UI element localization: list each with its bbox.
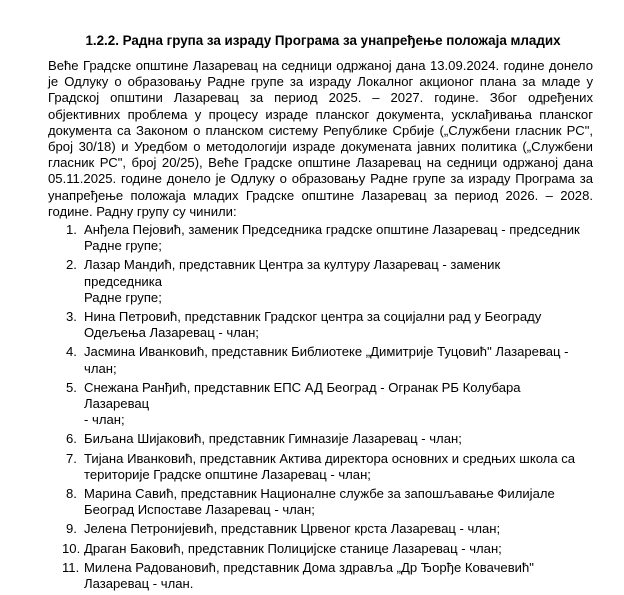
member-text-line: Лазаревац - члан. [84, 576, 194, 592]
member-text-line: Марина Савић, представник Националне службе за запошљавање Филијале [84, 486, 555, 502]
member-text-line: Нина Петровић, представник Градског центра за социјални рад у Београду [84, 309, 542, 325]
member-text-line: Београд Испоставе Лазаревац - члан; [84, 502, 315, 518]
intro-paragraph [48, 58, 593, 220]
list-number: 2. [66, 257, 77, 273]
member-text-line: Лазар Мандић, представник Центра за културу Лазаревац - заменик [84, 257, 501, 273]
list-number: 8. [66, 486, 77, 502]
member-list-item [66, 521, 616, 537]
list-number: 6. [66, 431, 77, 447]
member-list-item [66, 344, 616, 376]
member-list-item [66, 309, 616, 341]
member-list-item [62, 540, 616, 557]
paragraph-line: документа са Законом о планском систему Републике Србије („Службени гласник РС", [48, 122, 593, 138]
member-list-item [66, 222, 616, 254]
member-list-item [66, 431, 616, 447]
list-number: 7. [66, 450, 77, 466]
member-text-line: Јелена Петронијевић, представник Црвеног крста Лазаревац - члан; [84, 521, 501, 537]
paragraph-line: број 30/18) и Уредбом о методологији израде докумената јавних политика („Службени [48, 139, 593, 155]
member-text-line: Радне групе; [84, 289, 162, 305]
member-list-item [66, 451, 616, 483]
member-list-item [66, 486, 616, 518]
member-text-line: председника [84, 273, 163, 289]
paragraph-line: Градској општини Лазаревац за период 2025. – 2027. године. Због одређених [48, 90, 593, 106]
paragraph-line: објективних проблема у процесу израде планског документа, усклађивања планског [48, 106, 593, 122]
member-text-line: Милена Радовановић, представник Дома здравља „Др Ђорђе Ковачевић" [84, 559, 534, 575]
member-list-item [66, 257, 616, 306]
paragraph-line: године. Радну групу су чинили: [48, 203, 237, 219]
member-list-item [62, 559, 616, 592]
member-text-line: Снежана Ранђић, представник ЕПС АД Београд - Огранак РБ Колубара [84, 379, 521, 395]
member-text-line: члан; [84, 360, 117, 376]
list-number: 11. [62, 559, 80, 575]
list-number: 3. [66, 309, 77, 325]
paragraph-line: 05.11.2025. године донело је Одлуку о образовању Радне групе за израду Програма за [48, 171, 593, 187]
member-text-line: Драган Баковић, представник Полицијске станице Лазаревац - члан; [84, 540, 502, 556]
member-text-line: Јасмина Иванковић, представник Библиотеке „Димитрије Туцовић" Лазаревац - [84, 344, 569, 360]
member-text-line: Тијана Иванковић, представник Актива директора основних и средњих школа са [84, 450, 576, 466]
member-text-line: Лазаревац [84, 396, 150, 412]
member-text-line: Анђела Пејовић, заменик Председника градске општине Лазаревац - председник [84, 222, 580, 237]
member-text-line: Биљана Шијаковић, представник Гимназије Лазаревац - члан; [84, 431, 462, 447]
list-number: 4. [66, 344, 77, 360]
paragraph-line: је Одлуку о образовању Радне групе за израду Локалног акционог плана за младе у [48, 74, 593, 90]
paragraph-line: унапређење положаја младих Градске општине Лазаревац за период 2026. – 2028. [48, 187, 593, 203]
member-text-line: територије Градске општине Лазаревац - члан; [84, 466, 371, 482]
member-list-item [66, 380, 616, 429]
section-heading: 1.2.2. Радна група за израду Програма за унапређење положаја младих [85, 33, 561, 48]
list-number: 10. [62, 540, 81, 556]
members-list [62, 222, 616, 595]
paragraph-line: Веће Градске општине Лазаревац на седници одржаној дана 13.09.2024. године донело [48, 58, 593, 73]
member-text-line: - члан; [84, 412, 125, 428]
list-number: 1. [66, 222, 77, 237]
member-text-line: Одељења Лазаревац - члан; [84, 325, 259, 341]
member-text-line: Радне групе; [84, 238, 162, 254]
list-number: 5. [66, 379, 77, 395]
paragraph-line: гласник РС", број 20/25), Веће Градске општине Лазаревац на седници одржаној дана [48, 155, 593, 171]
list-number: 9. [66, 521, 77, 537]
